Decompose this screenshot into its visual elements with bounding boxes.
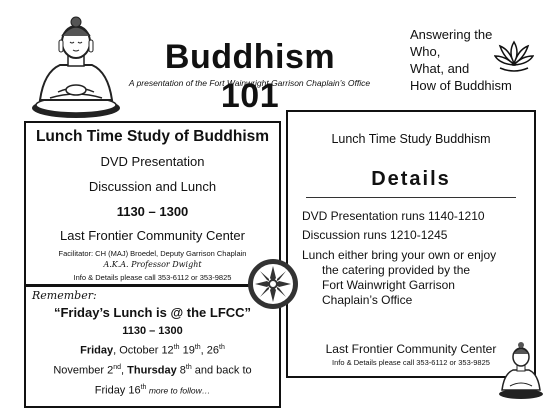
buddha-statue-small-icon xyxy=(498,340,544,400)
box-heading: Lunch Time Study of Buddhism xyxy=(35,128,270,145)
remember-time: 1130 – 1300 xyxy=(122,325,183,337)
ordinal-suffix: nd xyxy=(113,364,122,371)
tagline-line: Answering the xyxy=(410,27,493,42)
detail-line: Discussion runs 1210-1245 xyxy=(302,228,448,242)
tagline-line: Who, xyxy=(410,44,441,59)
lunch-line: Fort Wainwright Garrison xyxy=(322,278,455,292)
schedule-line-1 xyxy=(26,344,279,357)
venue-line: Last Frontier Community Center xyxy=(60,228,245,243)
page-title: Buddhism 101 xyxy=(164,38,336,115)
tagline-line: How of Buddhism xyxy=(410,78,512,93)
tagline-line: What, and xyxy=(410,61,470,76)
schedule-text: November 2 xyxy=(53,364,114,377)
more-to-follow: more to follow… xyxy=(146,385,211,396)
details-heading: Details xyxy=(371,168,451,190)
schedule-text: , 26 xyxy=(200,344,220,357)
ordinal-suffix: th xyxy=(173,344,180,351)
discussion-line: Discussion and Lunch xyxy=(88,179,217,194)
remember-quote: “Friday’s Lunch is @ the LFCC” xyxy=(53,305,252,320)
lunch-line: Chaplain’s Office xyxy=(322,293,413,307)
schedule-text: , xyxy=(121,364,128,377)
details-box xyxy=(286,110,536,378)
ordinal-suffix: th xyxy=(140,384,147,391)
schedule-line-2 xyxy=(26,364,279,377)
schedule-line-3 xyxy=(26,384,279,397)
dvd-line: DVD Presentation xyxy=(100,154,205,169)
lunch-study-box xyxy=(24,121,281,286)
schedule-text: , October 12 xyxy=(113,344,174,357)
lotus-flower-icon xyxy=(494,38,534,74)
friday-word: Friday xyxy=(80,344,114,357)
lunch-line: the catering provided by the xyxy=(322,263,471,277)
details-info: Info & Details please call 353-6112 or 353-9825 xyxy=(332,358,490,367)
divider xyxy=(306,197,516,198)
ordinal-suffix: th xyxy=(219,344,225,351)
details-top-title: Lunch Time Study Buddhism xyxy=(331,132,491,146)
schedule-text: 8 xyxy=(176,364,186,377)
time-line: 1130 – 1300 xyxy=(116,204,189,219)
aka-line: A.K.A. Professor Dwight xyxy=(103,260,202,269)
facilitator-line: Facilitator: CH (MAJ) Broedel, Deputy Garrison Chaplain xyxy=(58,249,247,258)
info-line: Info & Details please call 353-6112 or 353-9825 xyxy=(73,273,232,282)
page-subtitle: A presentation of the Fort Wainwright Garrison Chaplain’s Office xyxy=(128,78,371,88)
details-venue: Last Frontier Community Center xyxy=(325,342,497,356)
ordinal-suffix: th xyxy=(185,364,192,371)
schedule-text: Friday 16 xyxy=(94,384,141,397)
thursday-word: Thursday xyxy=(127,364,177,377)
schedule-text: 19 xyxy=(179,344,195,357)
schedule-text: and back to xyxy=(191,364,252,377)
dharma-wheel-icon xyxy=(247,258,299,310)
lunch-line: Lunch either bring your own or enjoy xyxy=(302,248,497,262)
detail-line: DVD Presentation runs 1140-1210 xyxy=(302,209,485,223)
lunch-detail xyxy=(302,248,524,308)
buddha-statue-icon xyxy=(30,10,122,120)
ordinal-suffix: th xyxy=(194,344,201,351)
remember-box xyxy=(24,285,281,408)
remember-label: Remember: xyxy=(32,289,97,302)
